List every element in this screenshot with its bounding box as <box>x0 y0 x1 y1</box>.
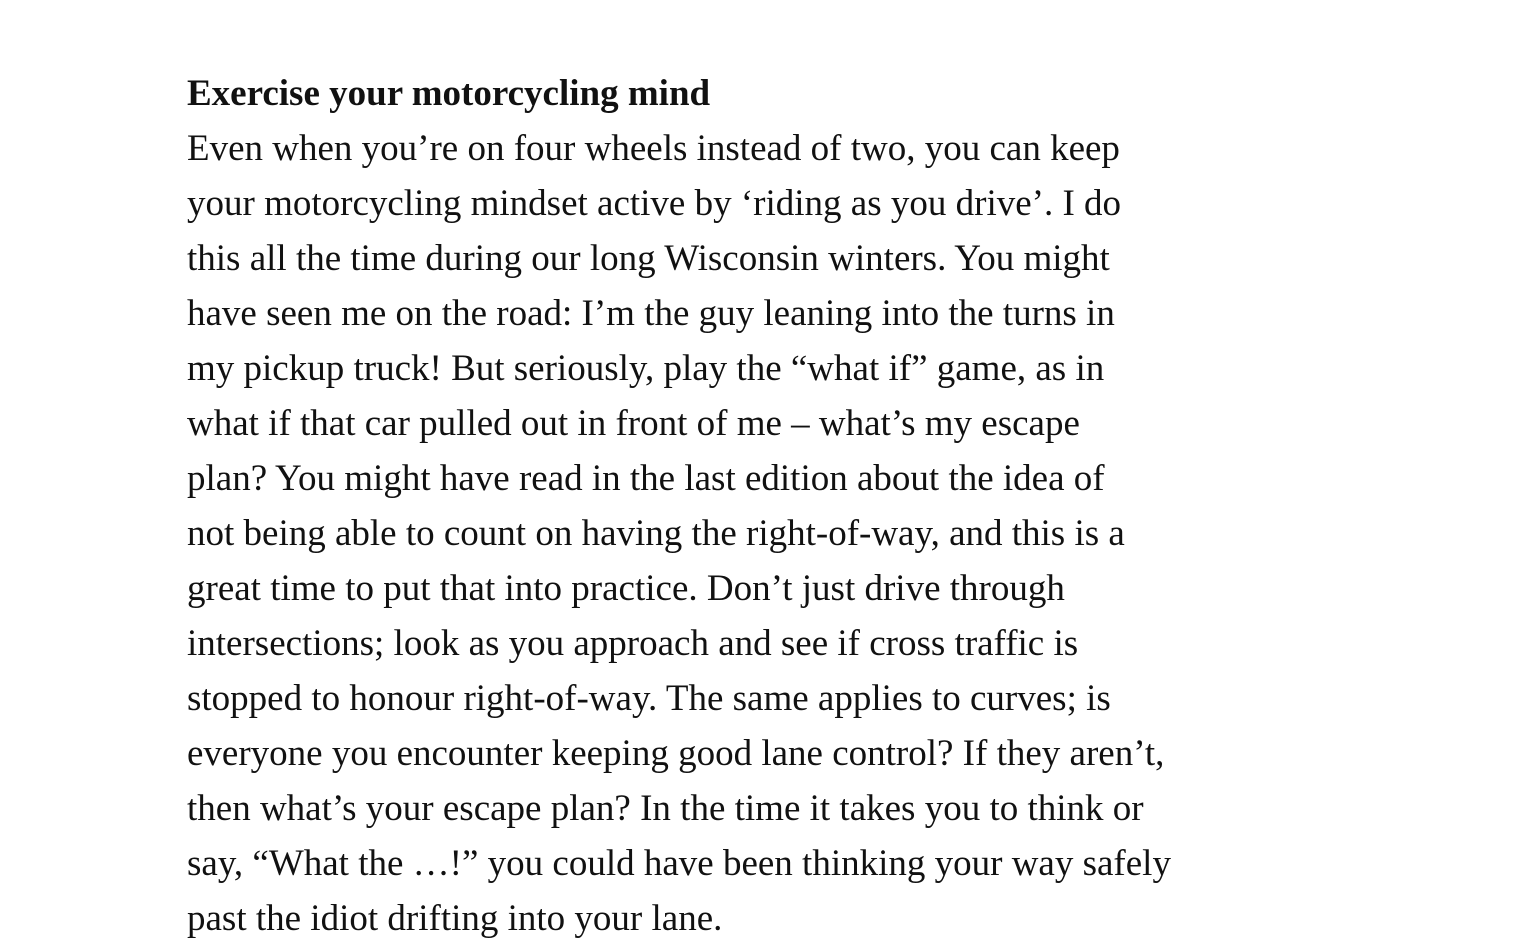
paragraph-line: then what’s your escape plan? In the time it takes you to think or <box>187 788 1144 829</box>
paragraph-line: say, “What the …!” you could have been thinking your way safely <box>187 843 1171 884</box>
paragraph-line: have seen me on the road: I’m the guy leaning into the turns in <box>187 293 1115 334</box>
paragraph-line: great time to put that into practice. Don’t just drive through <box>187 568 1065 609</box>
paragraph-line: your motorcycling mindset active by ‘riding as you drive’. I do <box>187 183 1122 224</box>
paragraph-line: stopped to honour right-of-way. The same applies to curves; is <box>187 678 1111 719</box>
paragraph-line: everyone you encounter keeping good lane control? If they aren’t, <box>187 733 1165 774</box>
paragraph-line: this all the time during our long Wisconsin winters. You might <box>187 238 1110 279</box>
paragraph-line: past the idiot drifting into your lane. <box>187 898 723 939</box>
paragraph-line: intersections; look as you approach and see if cross traffic is <box>187 623 1079 664</box>
previous-line-fragment <box>187 0 1367 13</box>
paragraph-line: Even when you’re on four wheels instead of two, you can keep <box>187 128 1120 169</box>
section-heading: Exercise your motorcycling mind <box>187 73 711 114</box>
paragraph-line: not being able to count on having the right-of-way, and this is a <box>187 513 1125 554</box>
paragraph-line: my pickup truck! But seriously, play the “what if” game, as in <box>187 348 1105 389</box>
paragraph-line: what if that car pulled out in front of me – what’s my escape <box>187 403 1080 444</box>
paragraph-line: plan? You might have read in the last edition about the idea of <box>187 458 1105 499</box>
